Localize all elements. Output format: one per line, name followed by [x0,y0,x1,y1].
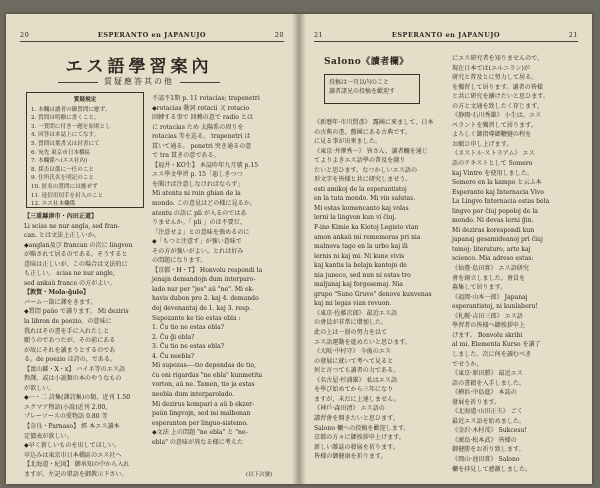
text-line: を聞けば注意しなければならず」 [152,180,244,188]
question-rule-line: 8. 採否は係に一任のこと [31,166,95,173]
text-line: Li scias ne nur angla, sed fran- [24,222,120,230]
text-line: Mi estas komencanto kaj volas [314,204,409,212]
text-line: ◆rotacias 動詞 rotacii 又 rotacio [152,104,250,112]
text-line: と共に研究を續けたいと思ひます。 [452,93,550,101]
text-line: 【奈良・Parnaso】 經 本エス讀本 [24,423,120,431]
text-line: を獨習して居ります。讀者の皆様 [452,83,543,91]
text-line: neebla dum interparolado. [152,390,235,398]
text-line: ◆質問 paŭo で讀ります。 Mi deziris [24,308,129,316]
text-line: 《仙臺·島田實》 エス語研究 [452,265,529,273]
text-line: ペラントを獨習して居ります。 [452,121,537,129]
text-line: バーム一箇に譯をきます。 [24,298,97,306]
text-line: paŭn lingvojn, sed mi malbonan [152,410,251,418]
text-line: エス學文學習 p. 15「惡しきつつ [152,171,243,179]
text-line: で tra 貫きの意である。 [152,152,220,160]
text-line: りませんか。「 pli 」のは不要だ、 [152,219,246,227]
text-line: の問題になります。 [152,257,207,265]
text-line: jenajn demandojn dum interparo- [152,276,256,284]
text-line: の發展に就いて考へて見ると [314,357,394,365]
text-line: 《金沢·木村茂》 Sukcesu! [452,427,527,435]
text-line: 《東京·原田勝》 最近エス [452,370,523,378]
text-line: 最近エス語を始めました。 [452,417,526,425]
text-line: 何と言つても讀者の力である。 [314,367,400,375]
question-rule-line: 12. エス社本欄係 [31,201,76,208]
text-line: ますが、左記の單語を御教示下さい。 [24,470,128,478]
text-line: 《横浜·中島進》 本誌の [452,389,517,397]
text-line: lerni la lingvon kun vi ĉiuj. [314,214,397,222]
text-line: al mi. Elementa Kurso を讀了 [452,341,541,349]
text-line: 【三重縣津市・內田正道】 [24,213,98,220]
text-line: 1. Ĉu tio ne estas ebla? [152,324,224,332]
text-line: 《東京·佐藤次郎》 最近エス語 [314,309,398,317]
text-line: に見る事が出來ました。 [314,138,382,146]
text-line: 申込みは東京市日本橋區のエス社へ [24,451,122,459]
text-line: La Lingvo Internacia estas bela [452,198,550,206]
text-line: kaj mi legas vian revuon. [314,300,392,308]
right-page-column-2 [452,54,584,474]
text-line: 《福岡·山本一郎》 Japanaj [452,293,528,301]
text-line: が欲しい。 [24,384,55,392]
text-line: la libron de poezio。の意味に [24,318,112,326]
text-line: が故にそれを讀まうとするのであ [24,346,116,354]
text-line: esperanton per linguo-sistemo. [152,419,248,427]
question-rule-line: 11. 返信用切手を封入のこと [31,192,104,199]
text-line: mondo. Ni devas lerni ĝin. [452,217,534,225]
text-line: 回轉する事で 回轉の意で radio とは [152,114,254,122]
text-line: ebla" の意味が異なる様に考えた [152,438,243,446]
text-line: 研究と普及とに努力して居る。 [452,74,538,82]
text-line: 願うのであつたが、その前にある [24,337,116,345]
text-line: 《神戶·森田清》 エス語の [314,405,385,413]
text-line: る。de poezio は詩の、である。 [24,356,117,364]
text-line: 【富山縣・X・x】 ハイネ等のエス語 [24,365,126,373]
text-line: Esperanto kaj Internacia Vivo [452,188,544,196]
text-line: を學び始めてから三年になり [314,386,394,394]
question-rule-line: 3. 一質問に付き一題を原則とし [31,123,111,130]
text-line: お願ひ申し上げます。 [452,140,513,148]
text-line: 欄を拝見して感激しました。 [452,465,532,473]
question-rules-lines [31,106,139,209]
salono-notice-box [324,74,420,104]
text-line: 發展を祈ります。 [452,398,501,406]
text-line: 不認不1期 p. 11 rotacias; trapenetri [152,95,260,102]
text-line: ますが、未だに上達しません。 [314,395,400,403]
page-number-right: 21 [568,31,578,39]
text-line: 對譯、或は小説類の本のやうなもの [24,375,122,383]
text-line: en la tuta mondo. Mi vin salutas. [314,195,416,203]
text-line: 貫いて通る。 penetri 突き通るの意 [152,142,252,150]
text-line: 此の上は一層の努力を以て [314,329,388,337]
text-line: Supozante ke tio estas ebla : [152,314,241,322]
text-line: 《廣島·松本武》 皆様の [452,436,517,444]
text-line: grupo "Suno Gruvo" denove kunvenas [314,290,432,298]
text-line: が略されて居るのである。そうすると [24,251,128,259]
article-title: エス語學習案內 [65,57,213,77]
text-line: havis dubon pro 2. kaj 4. demando [152,295,259,303]
text-line: can. とは文法上正しいか。 [24,232,100,240]
text-line: の方と文通を致したく存じます。 [452,102,543,110]
text-line: 定價表が欲しい。 [24,432,73,440]
question-rule-line: 4. 回答は本誌上にてなす。 [31,132,100,139]
text-line: 《大阪·中村守》 今後のエス [314,348,391,356]
text-line: Somero en la kampo と云ふ本 [452,179,542,187]
running-head-right [314,30,578,42]
text-line: Salono 欄への投稿を歡迎します。 [314,424,410,432]
text-line: 【敦賀・Mola-ĝulo】 [24,289,90,297]
left-page [6,14,298,484]
text-line: temoj: literaturo, arto kaj [452,245,531,253]
text-line: Mi dezirus kompari a aŭ b ekzer- [152,400,255,408]
text-line: の古典の書、舊國にある古典です。 [314,128,412,136]
text-line: rotacias 等を巡る。 trapenetri は [152,133,251,141]
page-number-left: 21 [314,31,324,39]
continued-note: (以下次號) [246,472,273,478]
question-rule-line: 6. 宛先 東京市日本橋區 [31,149,91,156]
text-line: japanaj gesamideanoj pri ĉiuj [452,236,543,244]
question-rule-line: 5. 質問は葉書又は封書にて [31,140,100,147]
left-page-column-1 [24,212,148,478]
text-line: 《札幌·吉田三郎》 エス語 [452,312,523,320]
text-line: 我れはその書を手に入れたしと [24,327,110,335]
text-line: 《静岡·石川秀雄》 小生は、エス [452,112,542,120]
text-line: esti amikoj de la esperantistoj [314,185,407,193]
text-line: 新しい雜誌の發展を祈ります。 [314,443,399,451]
text-line: 意味は正しいが、この場合は文法的に [24,260,128,268]
text-line: 《ネストル·ストラアム》 エス [452,150,535,158]
text-line: 【北海道・紀図】 御承知の中から入れ [24,461,130,469]
text-line: mondo. この意見はどの様に見るか。 [152,200,256,208]
text-line: doj devenantaj de 1. kaj 3. resp. [152,305,251,313]
text-line: 形文字を皆様と共に研究しませう。 [314,176,412,184]
text-line: ◆文法 上の問題 "ne ebla" と "ne- [152,429,248,437]
text-line: kaj kantis la belajn kantojn de [314,262,407,270]
salono-notice-line: 讀者諸兄の投稿を歡迎す [329,88,396,95]
text-line: にエス研究者を知りませんので、 [452,55,544,62]
page-number-right: 20 [274,31,284,39]
text-line: lernis ni kaj mi. Ni kune vivis [314,252,405,260]
question-rules-title: 質疑規定 [73,97,97,103]
text-line: amon ankaŭ mi rememoras pri nia [314,233,421,241]
text-line: 《東京·井澤秀一》 皆さん、讀者欄を通じ [314,147,428,155]
text-line: kaj Vintro を使用しました。 [452,169,534,177]
question-rule-line: 9. 住所氏名を明記のこと [31,175,95,182]
page-number-left: 20 [20,31,30,39]
left-page-column-2 [152,94,284,466]
text-line: その方が強いがよい。とれは好み [152,247,244,255]
text-line: ◆anglan及び francan の次に lingvon [24,241,133,249]
running-head-left [20,30,284,42]
text-line: 京都の方々に御挨拶申上げます。 [314,434,405,442]
text-line: lado nur per "jes" aŭ "ne". Mi ek- [152,285,255,293]
question-rule-line: 2. 質問は明瞭に書くこと。 [31,115,100,122]
text-line: Mi atentu ni ruin ghian de la [152,190,241,198]
text-line: 會を創立しました。會員を [452,274,526,282]
text-line: 學習者の皆様へ御挨拶申上 [452,322,526,330]
text-line: ◆一・二 詩集(譯詩集)の類、近刊 1.50 [24,394,131,402]
text-line: よろしく御指導御鞭撻の程を [452,131,532,139]
text-line: maljunaj kaj forgesemaj. Nia [314,281,403,289]
article-subtitle: 質疑應答其の他 [26,76,252,87]
text-line: げます。 Bonvolu skribi [452,331,523,339]
text-line: プレーソースの愛物語 0.80 等 [24,413,108,421]
text-line: 募集して居ります。 [452,284,507,292]
text-line: 《北海道·山田正夫》 ごく [452,408,523,416]
text-line: Mi deziras korespondi kun [452,226,535,234]
text-line: 《名古屋·杉浦雄》 私はエス語 [314,376,398,384]
text-line: 3. Ĉu tio ne estas ebla? [152,343,224,351]
text-line: nia juneco, sed nun ni estas tro [314,271,411,279]
text-line: 現在日本では(エルニラン)が [452,64,530,72]
text-line: たいと思ひます。なつかしいエス語の [314,166,418,174]
text-line: てよりよきエス語學の普及を圖り [314,157,406,165]
text-line: 講習會を開きたいと思ひます。 [314,414,399,422]
text-line: Mi supozas----tio dependas de tio, [152,362,256,370]
text-line: 《岡山·池田實》 Salono [452,455,520,463]
question-rule-line: 10. 匿名の質問には應ぜず [31,183,98,190]
text-line: エス語運動を進めたいと思ひます。 [314,338,412,346]
text-line: の會員が非常に增加した。 [314,319,388,327]
text-line: ◆早く新しいものを出してほしい。 [24,442,121,450]
text-line: 【京都・H・T】 Honvolu respondi la [152,266,263,274]
text-line: 《新曆年·市川賢彥》 露國に來まして、日本 [314,119,434,126]
salono-title: Salono《讀者欄》 [324,57,409,67]
text-line: lingvo por ĉiuj popoloj de la [452,207,538,215]
question-rule-line: 7. 本欄係へ(エス社內) [31,158,88,165]
text-line: 【福井・KO生】 本誌昨年九月號 p.15 [152,161,259,169]
text-line: sed ankaŭ france の方がよい。 [24,279,116,287]
text-line: でせうか。 [452,360,483,368]
text-line: も正しい。 scias ne nur angle, [24,270,115,278]
text-line: esperantistoj, ni kunlaboru! [452,303,538,311]
text-line: atentu の語に pli が入るのではあ [152,209,247,217]
text-line: 語のテキストとして Somero [452,160,533,168]
text-line: ĉu oni rigardas "ne ebla" kunmetita [152,371,263,379]
text-line: 「注意せよ」との意味を強めるのに [152,228,250,236]
text-line: 皆様の御健康を祈ります。 [314,453,387,461]
text-line: 御健勝をお祈り致します。 [452,446,525,454]
text-line: に rotacias ため 太陽系の周りを [152,123,244,131]
question-rule-line: 1. 本欄は讀者の御質問に應ず。 [31,106,111,113]
magazine-spread [6,14,592,484]
magazine-title-left: ESPERANTO en JAPANUJO [97,31,207,39]
text-line: malnova tago en la urbo kaj ili [314,243,408,251]
text-line: 語の書籍を入手しました。 [452,379,526,387]
text-line: F-ino Kimie ka Kiotoj Legisto vian [314,224,419,232]
text-line: scienco. Mia adreso estas: [452,255,534,263]
text-line: 2. Ĉu ĝi ebla? [152,333,195,341]
question-rules-box [26,92,144,208]
text-line: ◆「もつと注意す」が強い意味で [152,238,242,246]
text-line: vorton, aŭ ne. Tamen, tio ja estas [152,381,255,389]
magazine-title-right: ESPERANTO en JAPANUJO [391,31,501,39]
salono-notice-line: 投稿は一頁以內のこと [329,79,390,86]
text-line: しました。次に何を讀むべき [452,350,532,358]
text-line: エクマア物語(小說)近刊 2.00、 [24,403,112,411]
right-page-column-1 [314,118,448,470]
text-line: 4. Ĉu neebla? [152,352,195,360]
